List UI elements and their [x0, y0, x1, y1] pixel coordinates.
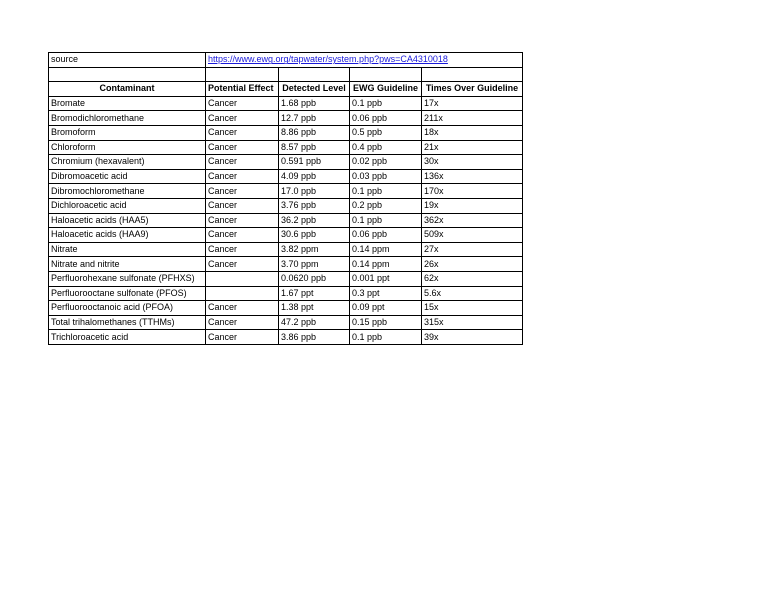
table-row	[49, 271, 523, 286]
cell-contaminant[interactable]: Chromium (hexavalent)	[49, 155, 206, 170]
cell-contaminant[interactable]: Dibromoacetic acid	[49, 169, 206, 184]
cell-potential-effect[interactable]: Cancer	[206, 257, 279, 272]
cell-detected-level[interactable]: 3.86 ppb	[279, 330, 350, 345]
cell-potential-effect[interactable]	[206, 271, 279, 286]
cell-potential-effect[interactable]: Cancer	[206, 330, 279, 345]
cell-contaminant[interactable]: Bromodichloromethane	[49, 111, 206, 126]
blank-cell[interactable]	[279, 67, 350, 82]
cell-detected-level[interactable]: 8.86 ppb	[279, 125, 350, 140]
cell-detected-level[interactable]: 1.68 ppb	[279, 96, 350, 111]
cell-contaminant[interactable]: Chloroform	[49, 140, 206, 155]
cell-potential-effect[interactable]: Cancer	[206, 184, 279, 199]
cell-potential-effect[interactable]: Cancer	[206, 111, 279, 126]
cell-contaminant[interactable]: Perfluorooctane sulfonate (PFOS)	[49, 286, 206, 301]
table-row	[49, 198, 523, 213]
cell-ewg-guideline[interactable]: 0.06 ppb	[350, 228, 422, 243]
cell-ewg-guideline[interactable]: 0.1 ppb	[350, 330, 422, 345]
cell-contaminant[interactable]: Dichloroacetic acid	[49, 198, 206, 213]
cell-detected-level[interactable]: 47.2 ppb	[279, 315, 350, 330]
cell-times-over-guideline[interactable]: 26x	[422, 257, 523, 272]
cell-times-over-guideline[interactable]: 17x	[422, 96, 523, 111]
cell-detected-level[interactable]: 3.76 ppb	[279, 198, 350, 213]
header-detected-level[interactable]: Detected Level	[279, 82, 350, 97]
cell-detected-level[interactable]: 12.7 ppb	[279, 111, 350, 126]
table-row	[49, 213, 523, 228]
cell-contaminant[interactable]: Total trihalomethanes (TTHMs)	[49, 315, 206, 330]
table-row	[49, 111, 523, 126]
cell-contaminant[interactable]: Dibromochloromethane	[49, 184, 206, 199]
cell-ewg-guideline[interactable]: 0.14 ppm	[350, 242, 422, 257]
cell-ewg-guideline[interactable]: 0.06 ppb	[350, 111, 422, 126]
cell-detected-level[interactable]: 3.70 ppm	[279, 257, 350, 272]
cell-contaminant[interactable]: Perfluorooctanoic acid (PFOA)	[49, 301, 206, 316]
blank-cell[interactable]	[350, 67, 422, 82]
cell-times-over-guideline[interactable]: 15x	[422, 301, 523, 316]
cell-ewg-guideline[interactable]: 0.1 ppb	[350, 96, 422, 111]
table-row	[49, 169, 523, 184]
cell-times-over-guideline[interactable]: 21x	[422, 140, 523, 155]
cell-detected-level[interactable]: 17.0 ppb	[279, 184, 350, 199]
cell-ewg-guideline[interactable]: 0.03 ppb	[350, 169, 422, 184]
cell-ewg-guideline[interactable]: 0.5 ppb	[350, 125, 422, 140]
cell-times-over-guideline[interactable]: 30x	[422, 155, 523, 170]
header-times-over-guideline[interactable]: Times Over Guideline	[422, 82, 523, 97]
cell-times-over-guideline[interactable]: 27x	[422, 242, 523, 257]
table-row	[49, 96, 523, 111]
cell-ewg-guideline[interactable]: 0.2 ppb	[350, 198, 422, 213]
cell-potential-effect[interactable]: Cancer	[206, 242, 279, 257]
cell-detected-level[interactable]: 30.6 ppb	[279, 228, 350, 243]
header-ewg-guideline[interactable]: EWG Guideline	[350, 82, 422, 97]
spreadsheet	[48, 52, 523, 345]
cell-contaminant[interactable]: Nitrate	[49, 242, 206, 257]
table-row	[49, 315, 523, 330]
header-potential-effect[interactable]: Potential Effect	[206, 82, 279, 97]
source-link[interactable]: https://www.ewg.org/tapwater/system.php?pws=CA4310018	[206, 53, 523, 68]
header-contaminant[interactable]: Contaminant	[49, 82, 206, 97]
cell-detected-level[interactable]: 8.57 ppb	[279, 140, 350, 155]
header-row	[49, 82, 523, 97]
cell-detected-level[interactable]: 1.38 ppt	[279, 301, 350, 316]
cell-times-over-guideline[interactable]: 39x	[422, 330, 523, 345]
cell-ewg-guideline[interactable]: 0.14 ppm	[350, 257, 422, 272]
cell-contaminant[interactable]: Trichloroacetic acid	[49, 330, 206, 345]
cell-times-over-guideline[interactable]: 62x	[422, 271, 523, 286]
cell-times-over-guideline[interactable]: 509x	[422, 228, 523, 243]
blank-row	[49, 67, 523, 82]
cell-times-over-guideline[interactable]: 19x	[422, 198, 523, 213]
cell-detected-level[interactable]: 1.67 ppt	[279, 286, 350, 301]
cell-times-over-guideline[interactable]: 18x	[422, 125, 523, 140]
cell-times-over-guideline[interactable]: 315x	[422, 315, 523, 330]
table-row	[49, 155, 523, 170]
cell-potential-effect[interactable]: Cancer	[206, 198, 279, 213]
cell-times-over-guideline[interactable]: 362x	[422, 213, 523, 228]
cell-potential-effect[interactable]	[206, 286, 279, 301]
table-row	[49, 242, 523, 257]
cell-potential-effect[interactable]: Cancer	[206, 169, 279, 184]
blank-cell[interactable]	[49, 67, 206, 82]
table-row	[49, 125, 523, 140]
cell-times-over-guideline[interactable]: 136x	[422, 169, 523, 184]
cell-contaminant[interactable]: Bromoform	[49, 125, 206, 140]
blank-cell[interactable]	[422, 67, 523, 82]
cell-contaminant[interactable]: Haloacetic acids (HAA9)	[49, 228, 206, 243]
cell-ewg-guideline[interactable]: 0.3 ppt	[350, 286, 422, 301]
cell-ewg-guideline[interactable]: 0.4 ppb	[350, 140, 422, 155]
cell-ewg-guideline[interactable]: 0.15 ppb	[350, 315, 422, 330]
table-row	[49, 330, 523, 345]
table-row	[49, 286, 523, 301]
cell-potential-effect[interactable]: Cancer	[206, 228, 279, 243]
cell-contaminant[interactable]: Perfluorohexane sulfonate (PFHXS)	[49, 271, 206, 286]
table-body	[49, 53, 523, 345]
cell-times-over-guideline[interactable]: 170x	[422, 184, 523, 199]
cell-contaminant[interactable]: Bromate	[49, 96, 206, 111]
cell-times-over-guideline[interactable]: 211x	[422, 111, 523, 126]
cell-ewg-guideline[interactable]: 0.02 ppb	[350, 155, 422, 170]
cell-detected-level[interactable]: 0.0620 ppb	[279, 271, 350, 286]
cell-ewg-guideline[interactable]: 0.1 ppb	[350, 213, 422, 228]
table-row	[49, 301, 523, 316]
cell-potential-effect[interactable]: Cancer	[206, 96, 279, 111]
cell-potential-effect[interactable]: Cancer	[206, 155, 279, 170]
cell-ewg-guideline[interactable]: 0.001 ppt	[350, 271, 422, 286]
cell-potential-effect[interactable]: Cancer	[206, 301, 279, 316]
cell-detected-level[interactable]: 4.09 ppb	[279, 169, 350, 184]
table-row	[49, 228, 523, 243]
table-row	[49, 184, 523, 199]
cell-times-over-guideline[interactable]: 5.6x	[422, 286, 523, 301]
cell-potential-effect[interactable]: Cancer	[206, 125, 279, 140]
blank-cell[interactable]	[206, 67, 279, 82]
cell-potential-effect[interactable]: Cancer	[206, 315, 279, 330]
cell-detected-level[interactable]: 3.82 ppm	[279, 242, 350, 257]
cell-potential-effect[interactable]: Cancer	[206, 140, 279, 155]
source-label[interactable]: source	[49, 53, 206, 68]
cell-ewg-guideline[interactable]: 0.1 ppb	[350, 184, 422, 199]
cell-detected-level[interactable]: 0.591 ppb	[279, 155, 350, 170]
table-row	[49, 140, 523, 155]
source-row	[49, 53, 523, 68]
cell-contaminant[interactable]: Nitrate and nitrite	[49, 257, 206, 272]
cell-contaminant[interactable]: Haloacetic acids (HAA5)	[49, 213, 206, 228]
cell-potential-effect[interactable]: Cancer	[206, 213, 279, 228]
contaminant-table	[48, 52, 523, 345]
table-row	[49, 257, 523, 272]
cell-detected-level[interactable]: 36.2 ppb	[279, 213, 350, 228]
cell-ewg-guideline[interactable]: 0.09 ppt	[350, 301, 422, 316]
